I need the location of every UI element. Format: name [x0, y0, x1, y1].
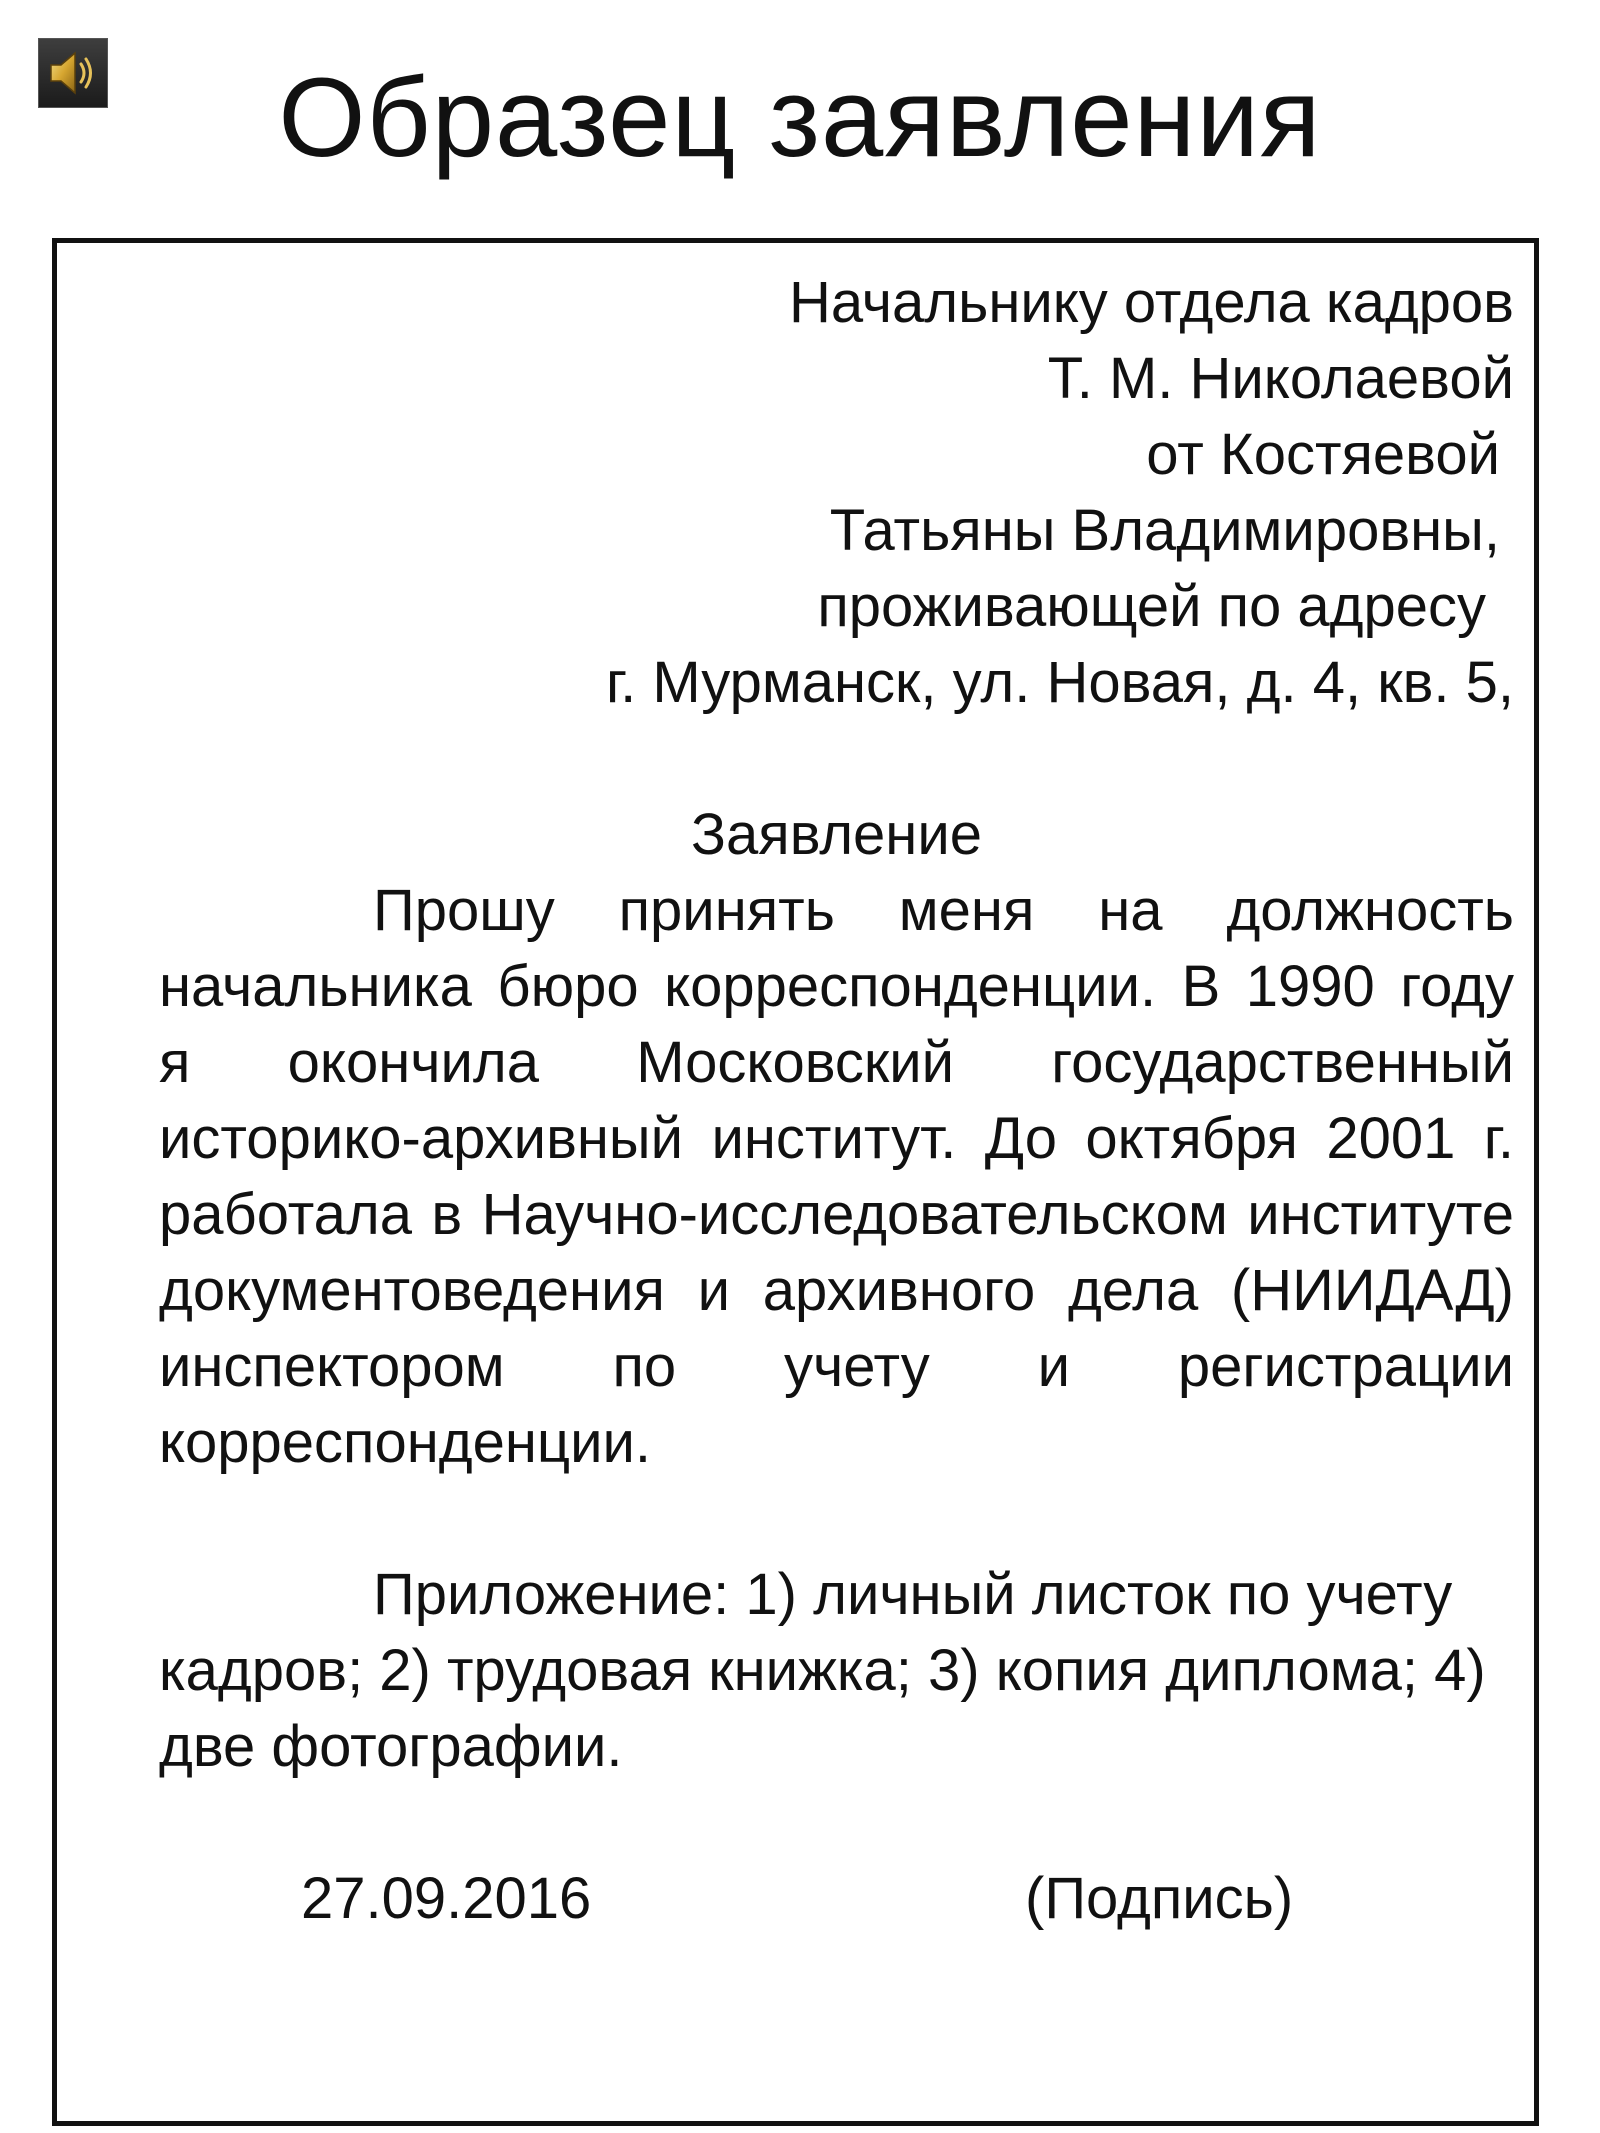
document-heading: Заявление	[691, 802, 982, 867]
signature-row	[159, 1861, 1514, 1937]
document-frame	[52, 238, 1539, 2126]
document-appendix: Приложение: 1) личный листок по учету кадров; 2) трудовая книжка; 3) копия диплома; 4) две фотографии.	[159, 1562, 1486, 1779]
signature-placeholder: (Подпись)	[1025, 1866, 1294, 1931]
document-body: Прошу принять меня на должность начальника бюро корреспонденции. В 1990 году я окончила Московский государственный историко-архивный институт. До октября 2001 г. работала в Научно-исследовательском институте документоведения и архивного дела (НИИДАД) инспектором по учету и регистрации корреспонденции.	[159, 878, 1514, 1475]
sender-from: от Костяевой	[1146, 422, 1500, 487]
addressee-block	[159, 265, 1514, 721]
addressee-name: Т. М. Николаевой	[1047, 346, 1514, 411]
document-date: 27.09.2016	[301, 1866, 592, 1931]
addressee-position: Начальнику отдела кадров	[788, 270, 1514, 335]
document-content	[159, 265, 1514, 1937]
slide-title: Образец заявления	[278, 55, 1322, 180]
sender-address-label: проживающей по адресу	[817, 574, 1486, 639]
sender-name: Татьяны Владимировны,	[829, 498, 1500, 563]
sender-address: г. Мурманск, ул. Новая, д. 4, кв. 5,	[606, 650, 1514, 715]
